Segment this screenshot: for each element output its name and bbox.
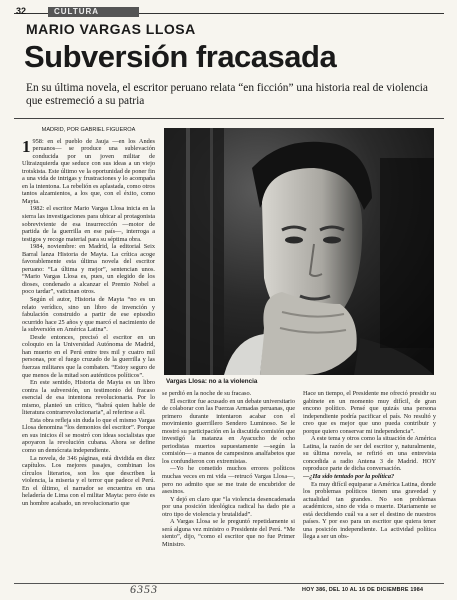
photo-caption: Vargas Llosa: no a la violencia — [166, 378, 258, 385]
article-column-3 — [303, 390, 436, 585]
deck-rule — [14, 118, 444, 119]
paragraph: 1984, noviembre: en Madrid, la editorial Seix Barral lanza Historia de Mayta. La crítica acoge favorablemente esta última novela del escritor peruano: “La última y mejor”, sentencian unos. “Mario Vargas Llosa es, pues, un elegido de los dioses, condenado a alcanzar el Premio Nobel a poco tardar”, vaticinan otros. — [22, 243, 155, 296]
issue-line: HOY 386, DEL 10 AL 16 DE DICIEMBRE 1984 — [302, 587, 424, 593]
article-headline: Subversión fracasada — [24, 39, 337, 74]
paragraph: Es muy difícil equiparar a América Latina, donde los problemas políticos tienen una gravedad y actualidad tan grandes. No son problemas académicos, sino de vida o muerte. Diariamente se está decidiendo cuál va a ser el destino de nuestros países. Y por eso para un escritor que quiera tener una posición independiente. La actividad política llega a ser un obs- — [303, 480, 436, 541]
article-column-1 — [22, 127, 155, 585]
paragraph: se perdió en la noche de su fracaso. — [162, 390, 252, 397]
portrait-image — [164, 128, 434, 375]
byline: MADRID, POR GABRIEL FIGUEROA — [41, 127, 136, 133]
footer-rule — [14, 583, 444, 584]
drop-cap: 1 — [22, 136, 31, 156]
article-kicker: MARIO VARGAS LLOSA — [26, 21, 196, 37]
paragraph: A este tema y otros como la situación de América Latina, la razón de ser del escritor y, naturalmente, su última novela, se refirió en una entrevista concedida a radio Antena 3 de Madrid. HOY reproduce parte de dicha conversación. — [303, 435, 436, 473]
paragraph: En este sentido, Historia de Mayta es un libro contra la subversión, un testimonio del fracaso esencial de esa intentona revolucionaria. Por lo mismo, planteó un crítico, “habrá quien hable de literatura contrarrevolucionaria”, al referirse a él. — [22, 379, 155, 417]
paragraph: Desde entonces, precisó el escritor en un coloquio en la Universidad Autónoma de Madrid, han muerto en el Perú entre tres mil y cuatro mil personas, por el fuego cruzado de la guerrilla y las fuerzas militares que la combaten. “Estoy seguro de que menos de la mitad son auténticos políticos”. — [22, 333, 155, 379]
paragraph: Hace un tiempo, el Presidente me ofreció presidir su gabinete en un momento muy difícil, de gran encono político. Pensé que quizás una persona independiente podría pacificar el país. No resultó y creo que es mejor que uno pueda contribuir y porque quiero conservar mi independencia”. — [303, 390, 436, 435]
page-number: 32 — [16, 6, 27, 16]
paragraph: Y dejó en claro que “la violencia desencadenada por una posición ideológica radical ha dado pie a otro tipo de violencia y brutalidad”. — [162, 495, 295, 518]
paragraph: El escritor fue acusado en un debate universitario de colaborar con las Fuerzas Armadas peruanas, que primero durante intentaron acabar con el movimiento guerrillero Sendero Luminoso. Se le mostró su participación en la discutida comisión que investigó la matanza en Ayacucho de ocho periodistas muertos supuestamente —según la comisión— a manos de campesinos analfabetos que los confundieron con extremistas. — [162, 397, 295, 465]
author-photo — [164, 128, 434, 375]
paragraph: La novela, de 346 páginas, está dividida en diez capítulos. Los mejores pasajes, combinan los círculos literarios, son los que describen la violencia, la miseria y el terror que padece el Perú. En el último, el narrador se encuentra en una heladería de Lima con el militar Mayta: pero éste es un hombre acabado, un revolucionario que — [22, 454, 155, 507]
paragraph: —Yo he cometido muchos errores políticos muchas veces en mi vida —retrucó Vargas Llosa—, pero no admito que se me trate de encubridor de asesinos. — [162, 465, 295, 496]
handwritten-number: 6353 — [130, 582, 158, 596]
paragraph: Esta obra refleja sin duda lo que el mismo Vargas Llosa denomina “los demonios del escritor”. Porque en sus inicios él se mostró con ideas socialistas que apoyaron la revolución cubana. Ahora se define como un demócrata independiente. — [22, 416, 155, 454]
interview-question: —¿Ha sido tentado por la política? — [303, 473, 395, 481]
section-label: CULTURA — [48, 7, 139, 17]
paragraph: 1982: el escritor Mario Vargas Llosa inicia en la sierra las investigaciones para ubicar al protagonista sobreviviente de esa insurrección —motor de partida de la guerrilla en ese país—, interroga a testigos y recoge material para su séptima obra. — [22, 205, 155, 243]
article-deck: En su última novela, el escritor peruano relata “en ficción” una historia real de violencia que estremeció a su patria — [26, 82, 428, 107]
paragraph: 1 958: en el pueblo de Jauja —en los Andes peruanos— se produce una sublevación conducida por un joven militar de Ultraizquierda que seduce con sus ideas a un viejo trotskista. Este último ve la oportunidad de poner fin a una vida de intrigas y frustraciones y lo acompaña en la intentona. La rebelión es aplastada, como otros tantos alzamientos, a los que, con el éxito, como Mayta. — [22, 136, 155, 205]
article-column-2 — [162, 390, 295, 585]
paragraph: A Vargas Llosa se le preguntó repetidamente si será alguna vez ministro o Presidente del Perú. “Me siento”, dijo, “como el escritor que no fue Primer Ministro. — [162, 518, 295, 548]
paragraph: Según el autor, Historia de Mayta “no es un relato verídico, sino un libro de invención y fabulación construido a partir de ese episodio ocurrido hace 25 años y que marcó el nacimiento de la subversión en América Latina”. — [22, 296, 155, 334]
